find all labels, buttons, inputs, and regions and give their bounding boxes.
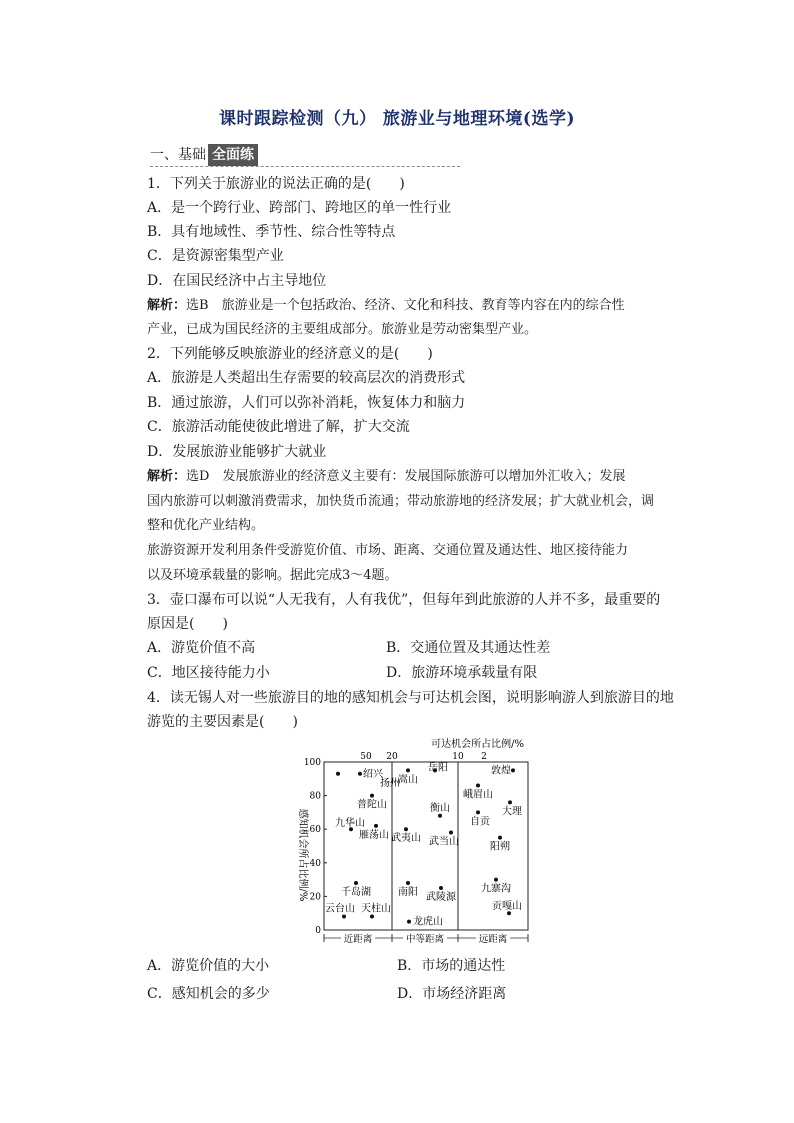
scatter-point [374, 824, 378, 828]
section-prefix: 一、基础 [150, 147, 206, 163]
q4-stem-line2: 游览的主要因素是( ) [147, 714, 298, 730]
scatter-point [370, 794, 374, 798]
point-label: 贡嘎山 [492, 901, 522, 913]
group-label: 远距离 [478, 934, 508, 945]
top-tick-label: 50 [360, 752, 372, 762]
section-divider [150, 166, 460, 167]
q2-option-d[interactable]: D．发展旅游业能够扩大就业 [147, 444, 327, 460]
scatter-point [354, 881, 358, 885]
scatter-point [476, 810, 480, 814]
q2-option-c[interactable]: C．旅游活动能使彼此增进了解，扩大交流 [147, 419, 410, 435]
section-tag: 全面练 [208, 144, 258, 166]
scatter-point [358, 772, 362, 776]
point-label: 九华山 [335, 818, 365, 830]
q1-explanation-label: 解析： [147, 298, 187, 313]
q3-option-b[interactable]: B．交通位置及其通达性差 [386, 640, 551, 656]
point-label: 龙虎山 [413, 916, 443, 928]
q2-explanation-line3: 整和优化产业结构。 [147, 518, 265, 533]
section-heading [150, 144, 258, 166]
scatter-point [476, 784, 480, 788]
scatter-point [406, 881, 410, 885]
point-label: 岳阳 [428, 762, 448, 774]
q4-option-a[interactable]: A．游览价值的大小 [147, 958, 270, 974]
point-label: 扬州 [380, 777, 400, 789]
chart-points [325, 760, 522, 927]
q3-option-a[interactable]: A．游览价值不高 [147, 640, 256, 656]
point-label: 南阳 [398, 886, 418, 898]
q2-option-a[interactable]: A．旅游是人类超出生存需要的较高层次的消费形式 [147, 370, 466, 386]
q1-option-b[interactable]: B．具有地域性、季节性、综合性等特点 [147, 224, 396, 240]
top-tick-label: 2 [481, 752, 487, 762]
q1-option-c[interactable]: C．是资源密集型产业 [147, 248, 284, 264]
scatter-point [439, 886, 443, 890]
intro-line2: 以及环境承载量的影响。据此完成3～4题。 [147, 568, 398, 583]
group-label: 近距离 [343, 934, 373, 945]
point-label: 自贡 [470, 816, 490, 828]
scatter-point [494, 878, 498, 882]
group-label: 中等距离 [405, 934, 445, 945]
y-tick-label: 60 [309, 825, 321, 836]
point-label: 阳朔 [490, 841, 510, 853]
top-tick-label: 20 [386, 752, 398, 762]
q2-explanation-label: 解析： [147, 469, 187, 484]
point-label: 武夷山 [391, 833, 421, 845]
point-label: 衡山 [430, 802, 450, 814]
scatter-point [498, 836, 502, 840]
scatter-point [336, 772, 340, 776]
q4-option-b[interactable]: B．市场的通达性 [397, 958, 506, 974]
top-axis-ticks [360, 752, 487, 762]
scatter-point [508, 800, 512, 804]
point-label: 武当山 [429, 836, 459, 848]
scatter-point [342, 915, 346, 919]
q2-explanation-text: 选D 发展旅游业的经济意义主要有：发展国际旅游可以增加外汇收入；发展 [186, 469, 626, 484]
scatter-point [370, 915, 374, 919]
q1-option-a[interactable]: A．是一个跨行业、跨部门、跨地区的单一性行业 [147, 200, 452, 216]
q1-explanation-text: 选B 旅游业是一个包括政治、经济、文化和科技、教育等内容在内的综合性 [186, 298, 625, 313]
point-label: 敦煌 [491, 765, 511, 777]
top-axis-label: 可达机会所占比例/% [431, 739, 524, 750]
y-tick-label: 20 [309, 892, 321, 903]
point-label: 大理 [502, 806, 522, 818]
scatter-point [438, 814, 442, 818]
point-label: 嵩山 [398, 774, 418, 786]
q3-option-c[interactable]: C．地区接待能力小 [147, 665, 270, 681]
q3-stem-line2: 原因是( ) [147, 616, 228, 632]
q2-explanation-line1 [147, 467, 625, 487]
scatter-point [404, 827, 408, 831]
point-label: 雁荡山 [359, 829, 389, 841]
intro-line1: 旅游资源开发利用条件受游览价值、市场、距离、交通位置及通达性、地区接待能力 [147, 543, 629, 558]
q4-option-c[interactable]: C．感知机会的多少 [147, 986, 270, 1002]
y-tick-label: 40 [309, 858, 321, 869]
y-tick-label: 100 [303, 758, 321, 768]
scatter-point [449, 831, 453, 835]
scatter-point [407, 920, 411, 924]
point-label: 九寨沟 [481, 883, 511, 895]
q4-option-d[interactable]: D．市场经济距离 [397, 986, 507, 1002]
scatter-point [406, 768, 410, 772]
page-title: 课时跟踪检测（九） 旅游业与地理环境(选学) [218, 109, 575, 129]
q4-stem-line1: 4．读无锡人对一些旅游目的地的感知机会与可达机会图，说明影响游人到旅游目的地 [147, 690, 674, 706]
q1-option-d[interactable]: D．在国民经济中占主导地位 [147, 273, 327, 289]
q1-stem: 1．下列关于旅游业的说法正确的是( ) [147, 176, 405, 192]
point-label: 千岛湖 [341, 886, 371, 898]
perception-accessibility-chart [288, 735, 538, 945]
q2-explanation-line2: 国内旅游可以刺激消费需求，加快货币流通；带动旅游地的经济发展；扩大就业机会，调 [147, 494, 655, 509]
point-label: 武陵源 [426, 892, 456, 903]
q1-explanation-line1 [147, 296, 625, 316]
q1-explanation-line2: 产业，已成为国民经济的主要组成部分。旅游业是劳动密集型产业。 [147, 322, 538, 337]
q3-stem-line1: 3．壶口瀑布可以说“人无我有，人有我优”，但每年到此旅游的人并不多，最重要的 [147, 592, 661, 608]
point-label: 峨眉山 [463, 789, 493, 801]
q3-option-d[interactable]: D．旅游环境承载量有限 [386, 665, 538, 681]
point-label: 云台山 [325, 903, 355, 915]
y-tick-label: 0 [315, 926, 321, 936]
distance-groups [324, 932, 528, 945]
point-label: 天柱山 [361, 903, 391, 915]
point-label: 普陀山 [357, 799, 387, 811]
y-tick-label: 80 [309, 791, 321, 802]
q2-stem: 2．下列能够反映旅游业的经济意义的是( ) [147, 346, 433, 362]
top-tick-label: 10 [452, 752, 464, 762]
point-label: 绍兴 [363, 768, 383, 780]
q2-option-b[interactable]: B．通过旅游，人们可以弥补消耗，恢复体力和脑力 [147, 395, 466, 411]
y-axis-label: 感知机会所占比例/% [297, 808, 308, 902]
scatter-point [511, 768, 515, 772]
